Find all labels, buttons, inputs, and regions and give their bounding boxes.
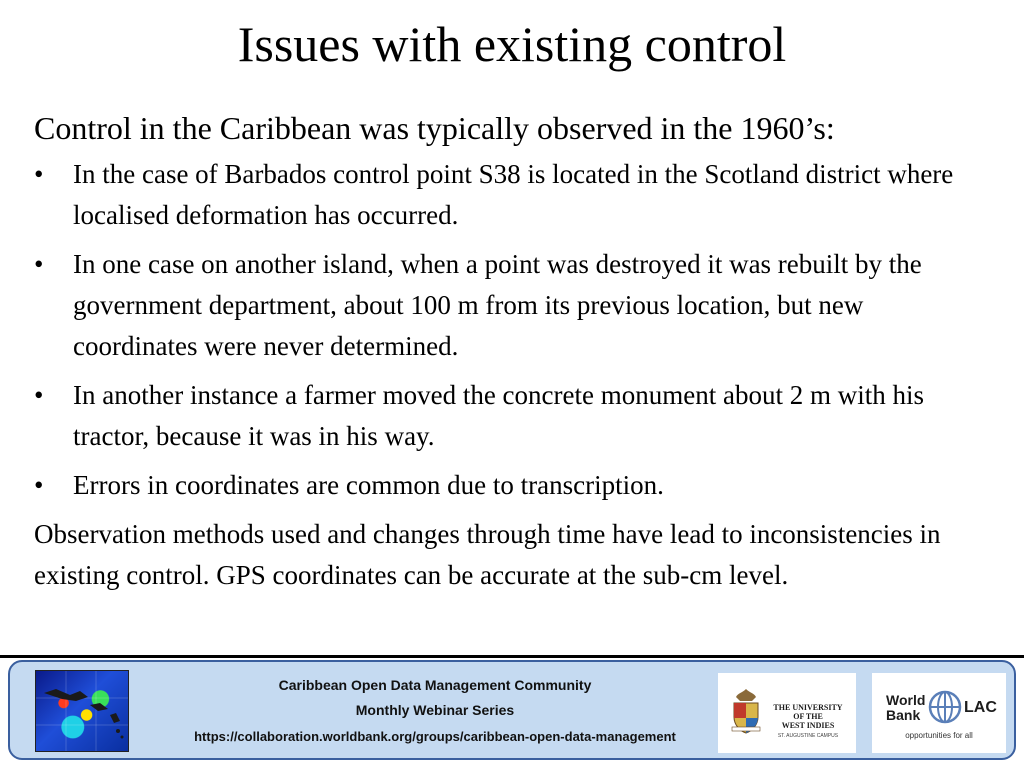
bullet-text: In another instance a farmer moved the concrete monument about 2 m with his tractor, because it was in his way. [73,380,924,451]
map-grid-icon [36,671,128,751]
uwi-name-line: OF THE [793,712,823,721]
bullet-icon: • [34,249,44,279]
bullet-icon: • [34,470,44,500]
list-item [34,375,994,457]
bullet-text: Errors in coordinates are common due to transcription. [73,470,664,500]
lac-label: LAC [964,699,997,716]
bullet-icon: • [34,159,44,189]
slide-body [34,106,994,596]
uwi-name-line: THE UNIVERSITY [773,703,843,712]
globe-icon [928,690,962,724]
bullet-text: In one case on another island, when a point was destroyed it was rebuilt by the government department, about 100 m from its previous location, but new coordinates were never determined. [73,249,922,361]
uwi-campus: ST. AUGUSTINE CAMPUS [777,733,839,739]
uwi-crest-icon [728,687,764,735]
world-bank-tagline: opportunities for all [905,731,973,740]
uwi-name-line: WEST INDIES [781,721,835,730]
caribbean-map-image [35,670,129,752]
list-item [34,465,994,506]
bullet-list [34,154,994,506]
list-item [34,154,994,236]
uwi-name [766,703,850,730]
webinar-series: Monthly Webinar Series [355,702,515,718]
closing-text: Observation methods used and changes through time have lead to inconsistencies in existing control. GPS coordinates can be accurate at the sub-cm level. [34,519,941,590]
uwi-logo [718,673,856,753]
intro-text: Control in the Caribbean was typically observed in the 1960’s: [34,110,835,146]
wordmark-line: World [886,692,926,708]
wordmark-line: Bank [886,707,921,723]
bullet-icon: • [34,380,44,410]
world-bank-wordmark [886,693,926,723]
world-bank-lac-logo [872,673,1006,753]
list-item [34,244,994,367]
footer-divider [0,655,1024,658]
bullet-text: In the case of Barbados control point S38 is located in the Scotland district where localised deformation has occurred. [73,159,954,230]
community-name: Caribbean Open Data Management Community [278,677,592,693]
footer-banner [8,660,1016,760]
community-url[interactable]: https://collaboration.worldbank.org/groups/caribbean-open-data-management [194,729,676,744]
slide-title: Issues with existing control [237,16,787,72]
footer-text [160,676,710,745]
